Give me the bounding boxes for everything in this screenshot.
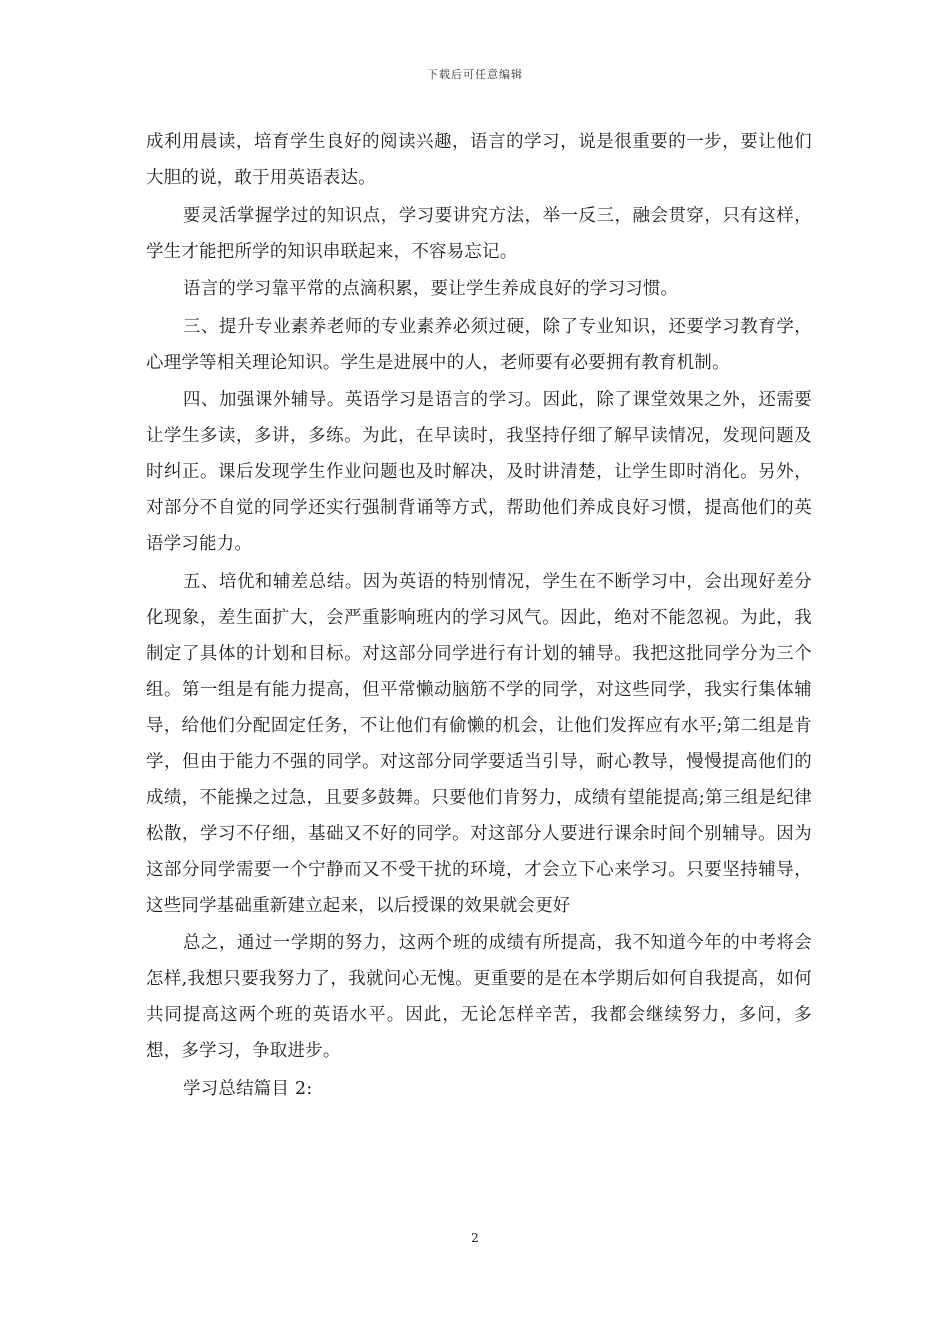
paragraph-6: 五、培优和辅差总结。因为英语的特别情况，学生在不断学习中，会出现好差分化现象，差生面扩大，会严重影响班内的学习风气。因此，绝对不能忽视。为此，我制定了具体的计划和目标。对这部分同学进行有计划的辅导。我把这批同学分为三个组。第一组是有能力提高，但平常懒动脑筋不学的同学，对这些同学，我实行集体辅导，给他们分配固定任务，不让他们有偷懒的机会，让他们发挥应有水平;第二组是肯学，但由于能力不强的同学。对这部分同学要适当引导，耐心教导，慢慢提高他们的成绩，不能操之过急，且要多鼓舞。只要他们肯努力，成绩有望能提高;第三组是纪律松散，学习不仔细，基础又不好的同学。对这部分人要进行课余时间个别辅导。因为这部分同学需要一个宁静而又不受干扰的环境，才会立下心来学习。只要坚持辅导，这些同学基础重新建立起来，以后授课的效果就会更好 bbox=[146, 571, 812, 916]
page-header: 下载后可任意编辑 bbox=[427, 68, 523, 81]
document-body bbox=[146, 124, 812, 1107]
paragraph-4: 三、提升专业素养老师的专业素养必须过硬，除了专业知识，还要学习教育学，心理学等相关理论知识。学生是进展中的人，老师要有必要拥有教育机制。 bbox=[146, 316, 812, 373]
paragraph-2: 要灵活掌握学过的知识点，学习要讲究方法，举一反三，融会贯穿，只有这样，学生才能把所学的知识串联起来，不容易忘记。 bbox=[146, 205, 812, 262]
paragraph-7: 总之，通过一学期的努力，这两个班的成绩有所提高，我不知道今年的中考将会怎样,我想只要我努力了，我就问心无愧。更重要的是在本学期后如何自我提高，如何共同提高这两个班的英语水平。因此，无论怎样辛苦，我都会继续努力，多问，多想，多学习，争取进步。 bbox=[146, 933, 812, 1061]
paragraph-1: 成利用晨读，培育学生良好的阅读兴趣，语言的学习，说是很重要的一步，要让他们大胆的说，敢于用英语表达。 bbox=[146, 132, 812, 188]
page-number: 2 bbox=[471, 1231, 479, 1245]
paragraph-3: 语言的学习靠平常的点滴积累，要让学生养成良好的学习习惯。 bbox=[183, 279, 679, 299]
paragraph-5: 四、加强课外辅导。英语学习是语言的学习。因此，除了课堂效果之外，还需要让学生多读，多讲，多练。为此，在早读时，我坚持仔细了解早读情况，发现问题及时纠正。课后发现学生作业问题也及时解决，及时讲清楚，让学生即时消化。另外，对部分不自觉的同学还实行强制背诵等方式，帮助他们养成良好习惯，提高他们的英语学习能力。 bbox=[146, 390, 812, 554]
section-heading: 学习总结篇目 2: bbox=[183, 1078, 313, 1099]
